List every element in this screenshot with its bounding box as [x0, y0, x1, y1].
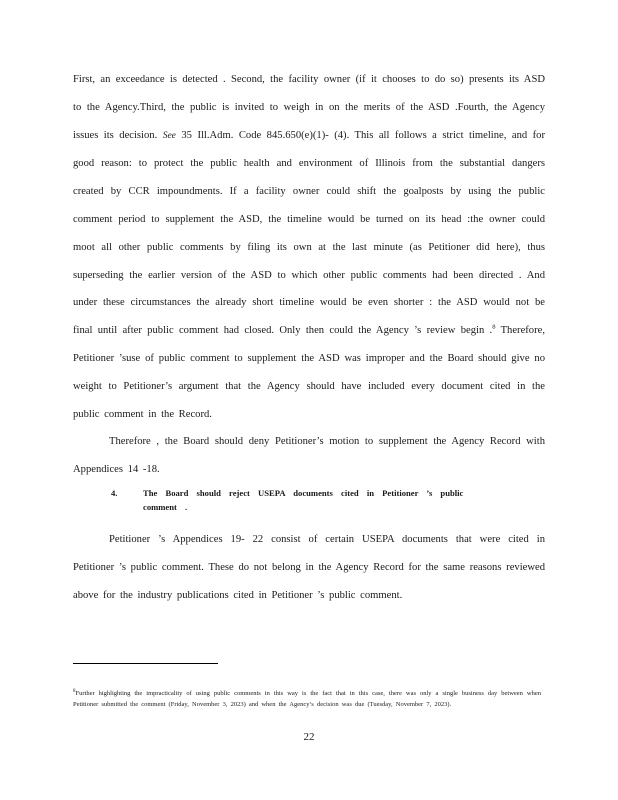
footnote-divider	[73, 663, 218, 664]
paragraph-conclusion: Therefore , the Board should deny Petitioner’s motion to supplement the Agency Record with Appendices 14 -18.	[73, 436, 545, 476]
footnote	[73, 689, 541, 710]
paragraph-part: First, an exceedance is detected . Second, the facility owner (if it chooses to do so) presents its ASD to the Agency.Third, the public is invited to weigh in on the merits of the ASD .Fourth, the Agency issues its decision.	[73, 74, 545, 141]
footnote-reference: 8	[492, 323, 496, 331]
section-heading	[73, 486, 545, 514]
body-text	[73, 66, 545, 609]
paragraph-asd-process	[73, 66, 545, 428]
section-title-line1: The Board should reject USEPA documents cited in Petitioner ’s public	[143, 487, 464, 498]
paragraph-part: 35 Ill.Adm. Code 845.650(e)(1)- (4). This all follows a strict timeline, and for good reason: to protect the public health and environment of Illinois from the substantial dangers created by CCR impoundments. If a facility owner could shift the goalposts by using the public comment period to supplement the ASD, the timeline would be turned on its head :the owner could moot all other public comments by filing its own at the last minute (as Petitioner did here), thus superseding the earlier version of the ASD to which other public comments had been directed . And under these circumstances the already short timeline would be even shorter : the ASD would not be final until after public comment had closed. Only then could the Agency ’s review begin .	[73, 129, 545, 337]
section-title-line2: comment .	[143, 501, 188, 512]
page-number: 22	[303, 731, 315, 743]
citation-signal: See	[162, 130, 176, 141]
footnote-marker: 8	[73, 688, 76, 694]
footnote-text: Further highlighting the impracticality of using public comments in this way is the fact that in this case, there was only a single business day between when Petitioner submitted the comment (Friday, November 3, 2023) and when the Agency’s decision was due (Tuesday, November 7, 2023).	[73, 690, 541, 708]
section-number: 4.	[111, 487, 118, 498]
paragraph-part: Therefore, Petitioner ’suse of public comment to supplement the ASD was improper and the Board should give no weight to Petitioner’s argument that the Agency should have included every document cited in the public comment in the Record.	[73, 325, 545, 420]
paragraph-appendices: Petitioner ’s Appendices 19- 22 consist of certain USEPA documents that were cited in Petitioner ’s public comment. These do not belong in the Agency Record for the same reasons reviewed above for the industry publications cited in Petitioner ’s public comment.	[73, 533, 545, 601]
